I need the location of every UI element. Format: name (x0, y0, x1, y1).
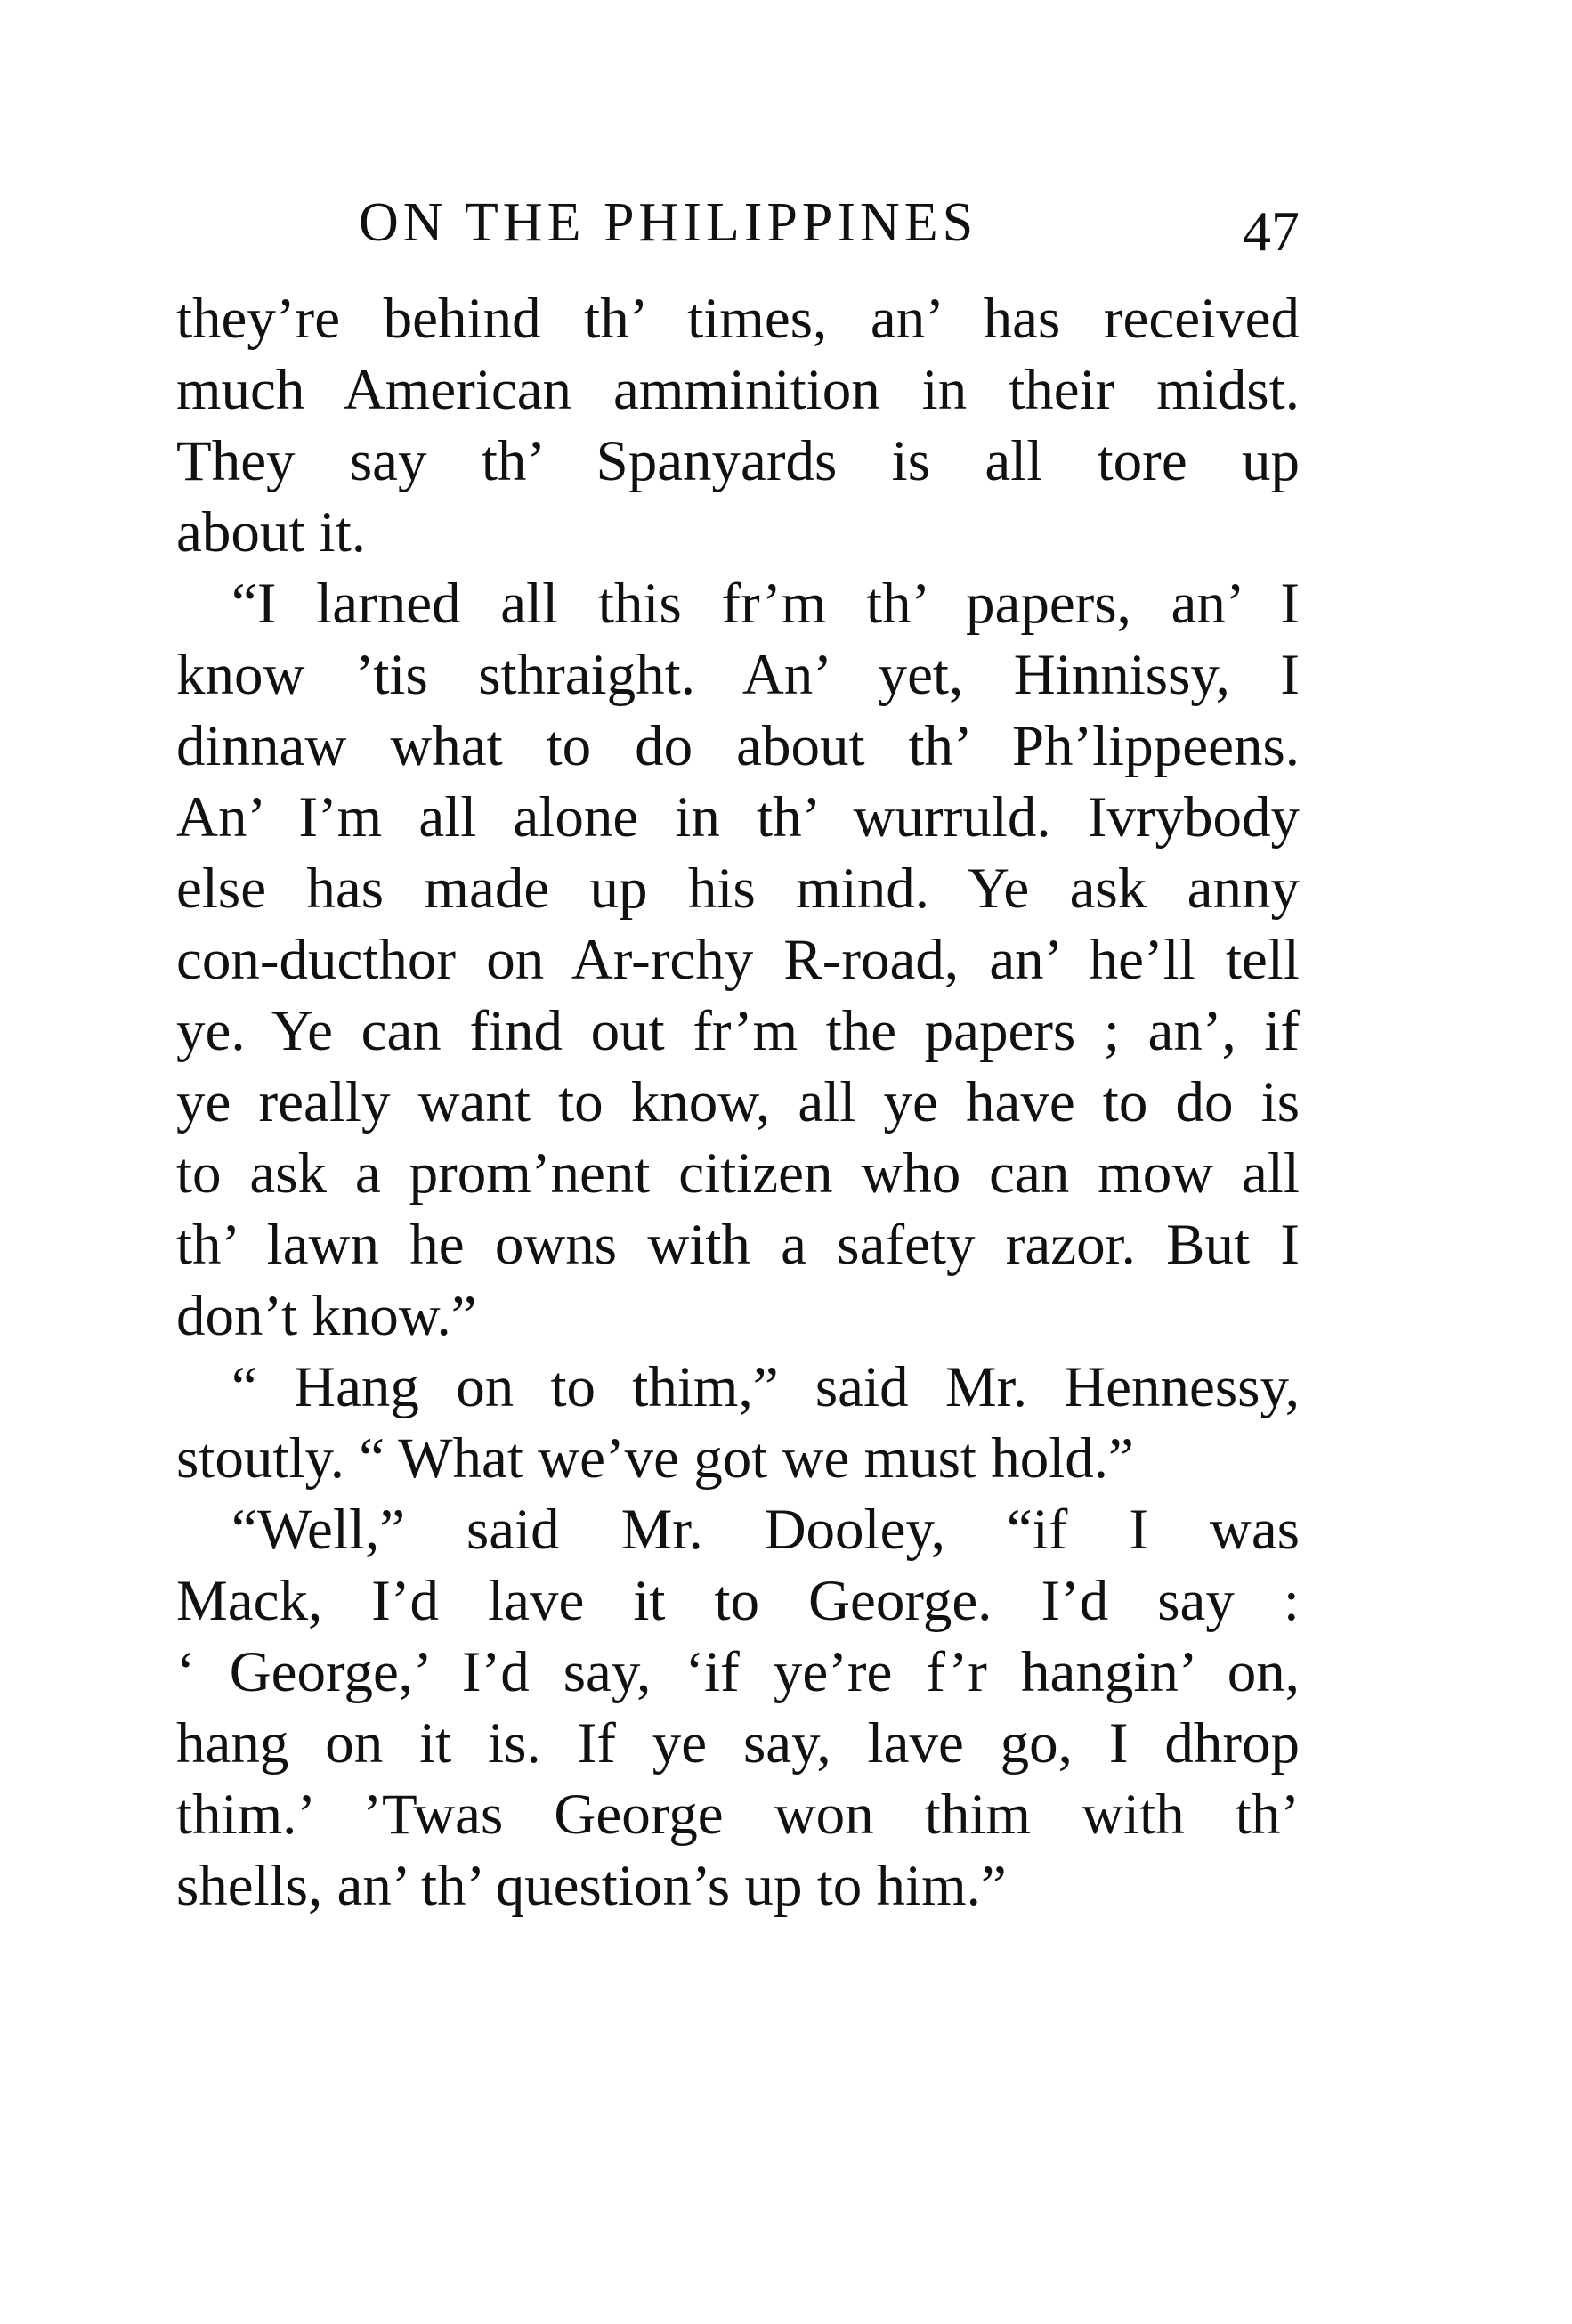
text-line: hang on it is. If ye say, lave go, I dhrop (176, 1711, 1300, 1776)
paragraph (176, 1352, 1300, 1494)
text-line: “ Hang on to thim,” said Mr. Hennessy, (231, 1355, 1300, 1419)
text-line: else has made up his mind. Ye ask anny (176, 857, 1300, 921)
text-line: don’t know.” (176, 1284, 477, 1348)
text-line: Mack, I’d lave it to George. I’d say : (176, 1569, 1300, 1633)
running-title: ON THE PHILIPPINES (359, 192, 978, 253)
paragraph (176, 568, 1300, 1352)
text-line: much American amminition in their midst. (176, 358, 1300, 422)
text-line: “I larned all this fr’m th’ papers, an’ I (231, 572, 1300, 636)
page-number: 47 (1243, 199, 1300, 263)
text-line: about it. (176, 500, 367, 565)
paragraph (176, 283, 1300, 568)
text-line: to ask a prom’nent citizen who can mow all (176, 1142, 1300, 1206)
body-text (176, 283, 1300, 1922)
text-line: shells, an’ th’ question’s up to him.” (176, 1854, 1007, 1918)
text-line: ye really want to know, all ye have to do is (176, 1070, 1300, 1134)
text-line: dinnaw what to do about th’ Ph’lippeens. (176, 714, 1300, 778)
text-line: th’ lawn he owns with a safety razor. But I (176, 1213, 1300, 1277)
text-line: con-ducthor on Ar-rchy R-road, an’ he’ll tell (176, 928, 1300, 992)
text-line: They say th’ Spanyards is all tore up (176, 429, 1300, 493)
text-line: ‘ George,’ I’d say, ‘if ye’re f’r hangin’ on, (176, 1640, 1300, 1704)
text-line: “Well,” said Mr. Dooley, “if I was (231, 1498, 1300, 1562)
paragraph (176, 1494, 1300, 1922)
text-line: ye. Ye can find out fr’m the papers ; an’, if (176, 999, 1300, 1063)
text-line: know ’tis sthraight. An’ yet, Hinnissy, I (176, 643, 1300, 707)
text-line: An’ I’m all alone in th’ wurruld. Ivrybody (176, 785, 1300, 849)
text-line: stoutly. “ What we’ve got we must hold.” (176, 1426, 1134, 1491)
text-line: they’re behind th’ times, an’ has received (176, 287, 1300, 351)
running-head (176, 183, 1300, 263)
text-line: thim.’ ’Twas George won thim with th’ (176, 1783, 1300, 1847)
